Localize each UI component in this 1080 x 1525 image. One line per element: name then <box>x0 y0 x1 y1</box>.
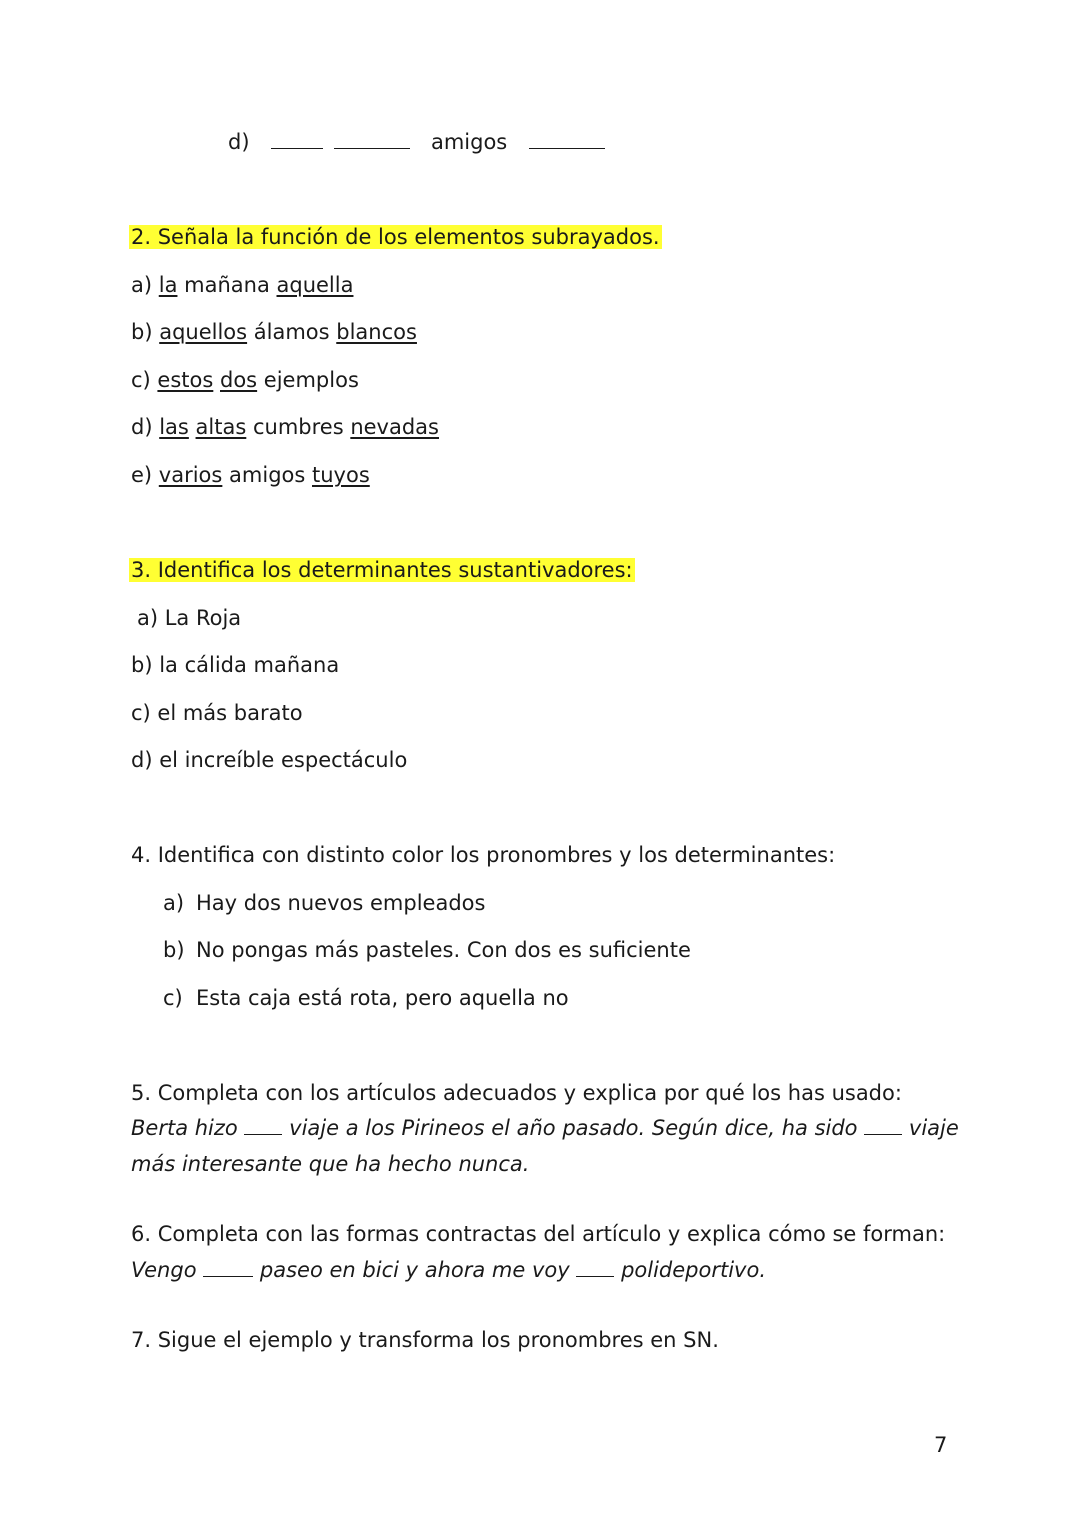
exercise-2-item <box>131 462 370 488</box>
item-label: c) <box>163 986 183 1010</box>
item-label: a) <box>163 891 185 915</box>
sentence-part: Berta hizo <box>131 1116 238 1140</box>
blank <box>576 1260 614 1277</box>
item-text: Hay dos nuevos empleados <box>196 891 486 915</box>
page-number: 7 <box>934 1433 948 1457</box>
underlined-word: aquella <box>276 273 354 297</box>
blank <box>244 1118 282 1135</box>
item-text: No pongas más pasteles. Con dos es suficiente <box>196 938 691 962</box>
exercise-4-title: 4. Identifica con distinto color los pronombres y los determinantes: <box>131 843 836 867</box>
plain-text <box>213 368 220 392</box>
exercise-4-item <box>163 890 485 916</box>
blank <box>203 1260 253 1277</box>
sentence-part: paseo en bici y ahora me voy <box>259 1258 570 1282</box>
exercise-6-title: 6. Completa con las formas contractas del artículo y explica cómo se forman: <box>131 1222 946 1246</box>
item-label: c) <box>131 368 158 392</box>
item-label: b) <box>131 320 160 344</box>
exercise-5-line-2: más interesante que ha hecho nunca. <box>131 1152 530 1176</box>
plain-text: álamos <box>247 320 337 344</box>
item-label: d) <box>228 130 250 154</box>
exercise-4-item <box>163 985 569 1011</box>
exercise-5-line-1 <box>131 1115 959 1141</box>
blank-3 <box>529 132 605 149</box>
exercise-6-sentence <box>131 1257 766 1283</box>
underlined-word: aquellos <box>159 320 248 344</box>
underlined-word: la <box>158 273 178 297</box>
sentence-part: Vengo <box>131 1258 197 1282</box>
exercise-2-item <box>131 319 417 345</box>
exercise-3-item: b) la cálida mañana <box>131 653 340 677</box>
plain-text: mañana <box>177 273 277 297</box>
item-label: b) <box>163 938 185 962</box>
exercise-2-title <box>129 224 662 250</box>
sentence-part: viaje a los Pirineos el año pasado. Según dice, ha sido <box>289 1116 858 1140</box>
exercise-1-item-d <box>228 129 605 155</box>
highlighted-title: 3. Identifica los determinantes sustantivadores: <box>131 558 633 582</box>
plain-text: ejemplos <box>257 368 359 392</box>
item-label: a) <box>131 273 159 297</box>
exercise-2-item <box>131 414 439 440</box>
plain-text: cumbres <box>246 415 351 439</box>
exercise-2-item <box>131 367 359 393</box>
underlined-word: nevadas <box>350 415 439 439</box>
exercise-3-item: a) La Roja <box>137 606 242 630</box>
blank-2 <box>334 132 410 149</box>
underlined-word: las <box>159 415 189 439</box>
blank <box>864 1118 902 1135</box>
exercise-3-item: c) el más barato <box>131 701 303 725</box>
exercise-5-title: 5. Completa con los artículos adecuados y explica por qué los has usado: <box>131 1081 902 1105</box>
highlighted-title: 2. Señala la función de los elementos subrayados. <box>131 225 660 249</box>
plain-text <box>189 415 196 439</box>
exercise-2-item <box>131 272 353 298</box>
underlined-word: dos <box>220 368 258 392</box>
exercise-3-title <box>129 557 635 583</box>
underlined-word: varios <box>158 463 223 487</box>
sentence-part: viaje <box>908 1116 959 1140</box>
exercise-7-title: 7. Sigue el ejemplo y transforma los pronombres en SN. <box>131 1328 719 1352</box>
exercise-3-item: d) el increíble espectáculo <box>131 748 408 772</box>
item-label: e) <box>131 463 159 487</box>
underlined-word: altas <box>195 415 247 439</box>
item-text: Esta caja está rota, pero aquella no <box>196 986 569 1010</box>
underlined-word: estos <box>157 368 214 392</box>
plain-text: amigos <box>222 463 312 487</box>
underlined-word: tuyos <box>312 463 370 487</box>
underlined-word: blancos <box>336 320 417 344</box>
word-amigos: amigos <box>430 130 508 154</box>
exercise-4-item <box>163 937 691 963</box>
sentence-part: polideportivo. <box>621 1258 767 1282</box>
item-label: d) <box>131 415 160 439</box>
blank-1 <box>271 132 323 149</box>
